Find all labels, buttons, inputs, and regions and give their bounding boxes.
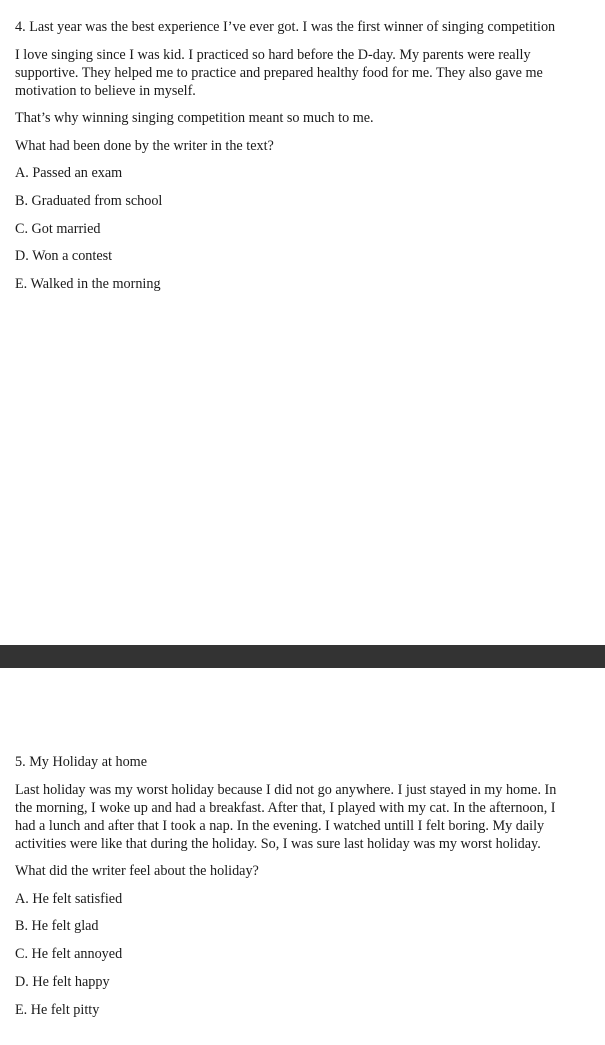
question-4-paragraph-1: I love singing since I was kid. I practiced so hard before the D-day. My parents were really supportive. They helped me to practice and prepared healthy food for me. They also gave me motivation to believe in myself. — [15, 46, 543, 99]
question-4-option-a: A. Passed an exam — [15, 165, 123, 181]
question-5-prompt: What did the writer feel about the holiday? — [15, 863, 259, 879]
question-5-option-e: E. He felt pitty — [15, 1001, 100, 1018]
question-5-paragraph-1: Last holiday was my worst holiday because I did not go anywhere. I just stayed in my home. In the morning, I woke up and had a breakfast. After that, I played with my cat. In the afternoon, I had a lunch and after that I took a nap. In the evening. I watched untill I felt boring. My daily activities were like that during the holiday. So, I was sure last holiday was my worst holiday. — [15, 781, 557, 852]
question-4-option-b: B. Graduated from school — [15, 192, 163, 209]
question-5-title: 5. My Holiday at home — [15, 754, 148, 770]
question-5-option-d: D. He felt happy — [15, 973, 110, 990]
question-5-option-c: C. He felt annoyed — [15, 946, 123, 963]
question-5 — [15, 753, 563, 1028]
question-4-option-e: E. Walked in the morning — [15, 276, 161, 293]
question-4-option-d: D. Won a contest — [15, 248, 113, 265]
question-4-title: 4. Last year was the best experience I’ve ever got. I was the first winner of singing competition — [15, 19, 556, 35]
question-5-option-a: A. He felt satisfied — [15, 890, 123, 907]
question-4 — [15, 18, 563, 303]
question-4-option-c: C. Got married — [15, 220, 101, 237]
page-separator — [0, 645, 605, 668]
question-4-paragraph-2: That’s why winning singing competition meant so much to me. — [15, 110, 374, 126]
question-4-prompt: What had been done by the writer in the text? — [15, 137, 274, 154]
page-bottom — [0, 668, 605, 1045]
question-5-option-b: B. He felt glad — [15, 918, 99, 935]
